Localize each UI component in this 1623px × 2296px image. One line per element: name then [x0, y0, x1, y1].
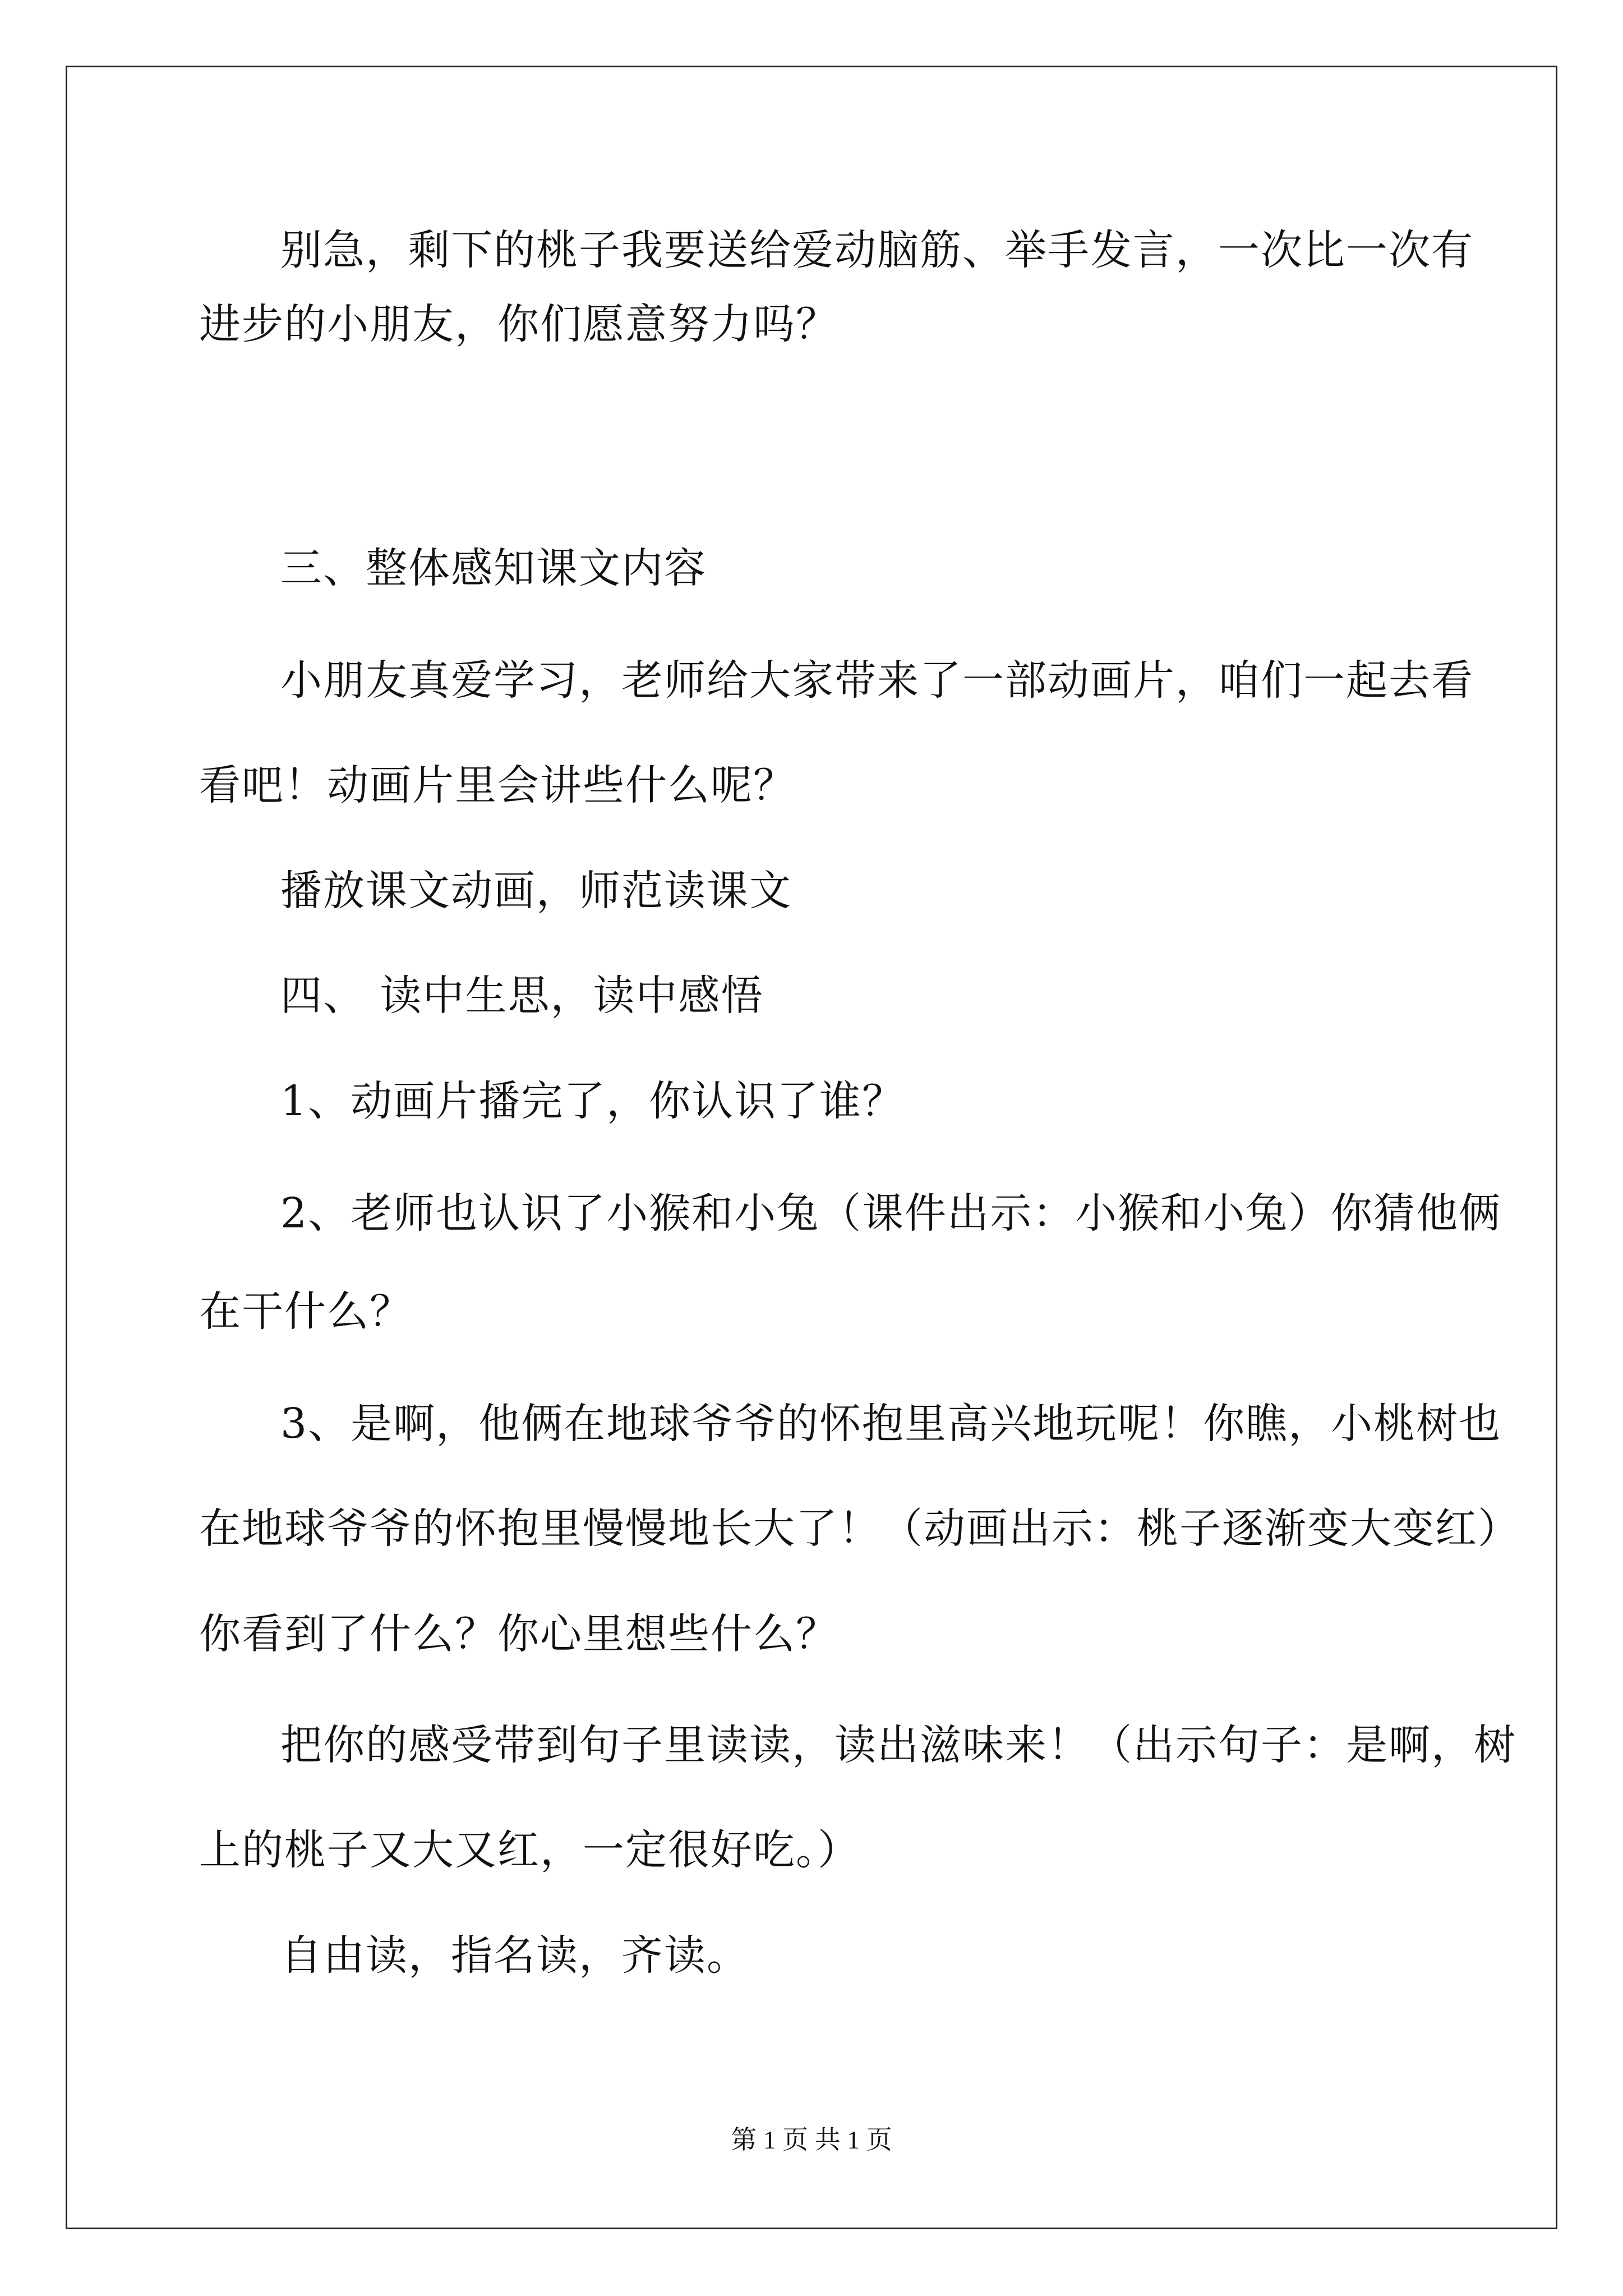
paragraph-line: 进步的小朋友，你们愿意努力吗？: [199, 300, 838, 348]
paragraph-line: 把你的感受带到句子里读读，读出滋味来！（出示句子：是啊，树: [280, 1721, 1516, 1769]
paragraph-line: 你看到了什么？你心里想些什么？: [199, 1610, 838, 1658]
paragraph-line: 自由读，指名读，齐读。: [280, 1931, 749, 1980]
paragraph-line: 3、是啊，他俩在地球爷爷的怀抱里高兴地玩呢！你瞧，小桃树也: [280, 1400, 1502, 1448]
page-border: [66, 66, 1557, 2229]
paragraph-line: 1、动画片播完了，你认识了谁？: [280, 1077, 905, 1125]
paragraph-line: 在干什么？: [199, 1287, 412, 1336]
paragraph-line: 别急，剩下的桃子我要送给爱动脑筋、举手发言，一次比一次有: [280, 226, 1474, 274]
page-footer: [0, 2123, 1623, 2157]
paragraph-line: 小朋友真爱学习，老师给大家带来了一部动画片，咱们一起去看: [280, 656, 1474, 705]
section-heading: 三、整体感知课文内容: [280, 544, 707, 592]
section-heading: 四、 读中生思，读中感悟: [280, 972, 764, 1020]
paragraph-line: 在地球爷爷的怀抱里慢慢地长大了！（动画出示：桃子逐渐变大变红）: [199, 1504, 1520, 1553]
page-number-label: 第 1 页 共 1 页: [731, 2125, 892, 2154]
paragraph-line: 上的桃子又大又红，一定很好吃。）: [199, 1826, 860, 1874]
paragraph-line: 看吧！动画片里会讲些什么呢？: [199, 761, 796, 809]
paragraph-line: 2、老师也认识了小猴和小兔（课件出示：小猴和小兔）你猜他俩: [280, 1189, 1502, 1237]
paragraph-line: 播放课文动画，师范读课文: [280, 867, 792, 915]
